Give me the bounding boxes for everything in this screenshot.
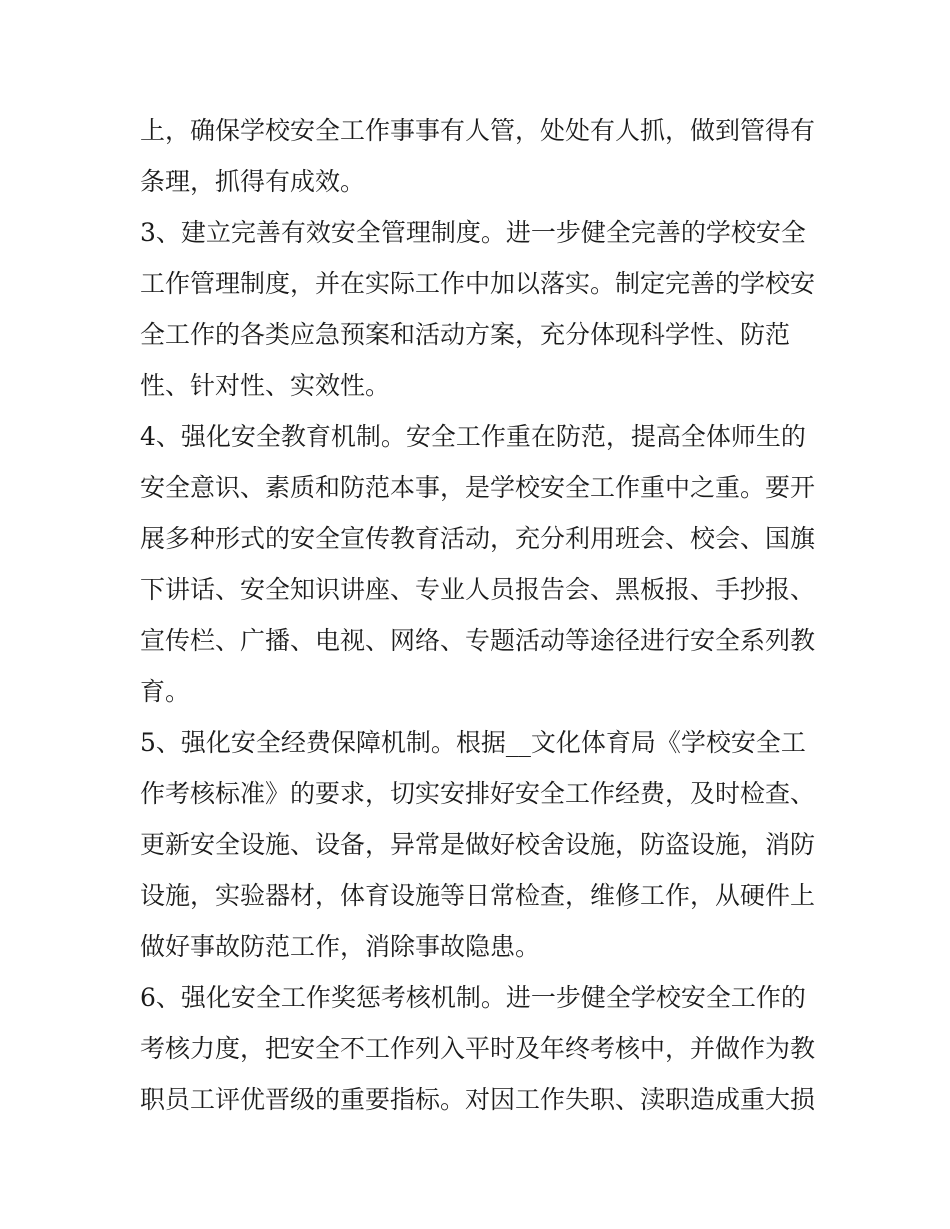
text-line: 全工作的各类应急预案和活动方案，充分体现科学性、防范 xyxy=(140,320,791,349)
text-line: 下讲话、安全知识讲座、专业人员报告会、黑板报、手抄报、 xyxy=(140,575,816,604)
document-body xyxy=(140,105,820,1125)
text-line: 性、针对性、实效性。 xyxy=(140,371,391,400)
text-line: 宣传栏、广播、电视、网络、专题活动等途径进行安全系列教 xyxy=(140,626,816,655)
text-line: 做好事故防范工作，消除事故隐患。 xyxy=(140,932,541,961)
text-line: 3、建立完善有效安全管理制度。进一步健全完善的学校安全 xyxy=(140,218,806,247)
text-line: 安全意识、素质和防范本事，是学校安全工作重中之重。要开 xyxy=(140,473,816,502)
text-line: 职员工评优晋级的重要指标。对因工作失职、渎职造成重大损 xyxy=(140,1085,816,1114)
text-line: 展多种形式的安全宣传教育活动，充分利用班会、校会、国旗 xyxy=(140,524,816,553)
text-line: 5、强化安全经费保障机制。根据__文化体育局《学校安全工 xyxy=(140,728,806,757)
text-line: 考核力度，把安全不工作列入平时及年终考核中，并做作为教 xyxy=(140,1034,816,1063)
text-line: 上，确保学校安全工作事事有人管，处处有人抓，做到管得有 xyxy=(140,116,816,145)
text-line: 设施，实验器材，体育设施等日常检查，维修工作，从硬件上 xyxy=(140,881,816,910)
text-line: 育。 xyxy=(140,677,191,706)
text-line: 条理，抓得有成效。 xyxy=(140,167,366,196)
text-line: 工作管理制度，并在实际工作中加以落实。制定完善的学校安 xyxy=(140,269,816,298)
text-line: 作考核标准》的要求，切实安排好安全工作经费，及时检查、 xyxy=(140,779,816,808)
text-line: 6、强化安全工作奖惩考核机制。进一步健全学校安全工作的 xyxy=(140,983,806,1012)
text-line: 更新安全设施、设备，异常是做好校舍设施，防盗设施，消防 xyxy=(140,830,816,859)
text-line: 4、强化安全教育机制。安全工作重在防范，提高全体师生的 xyxy=(140,422,806,451)
